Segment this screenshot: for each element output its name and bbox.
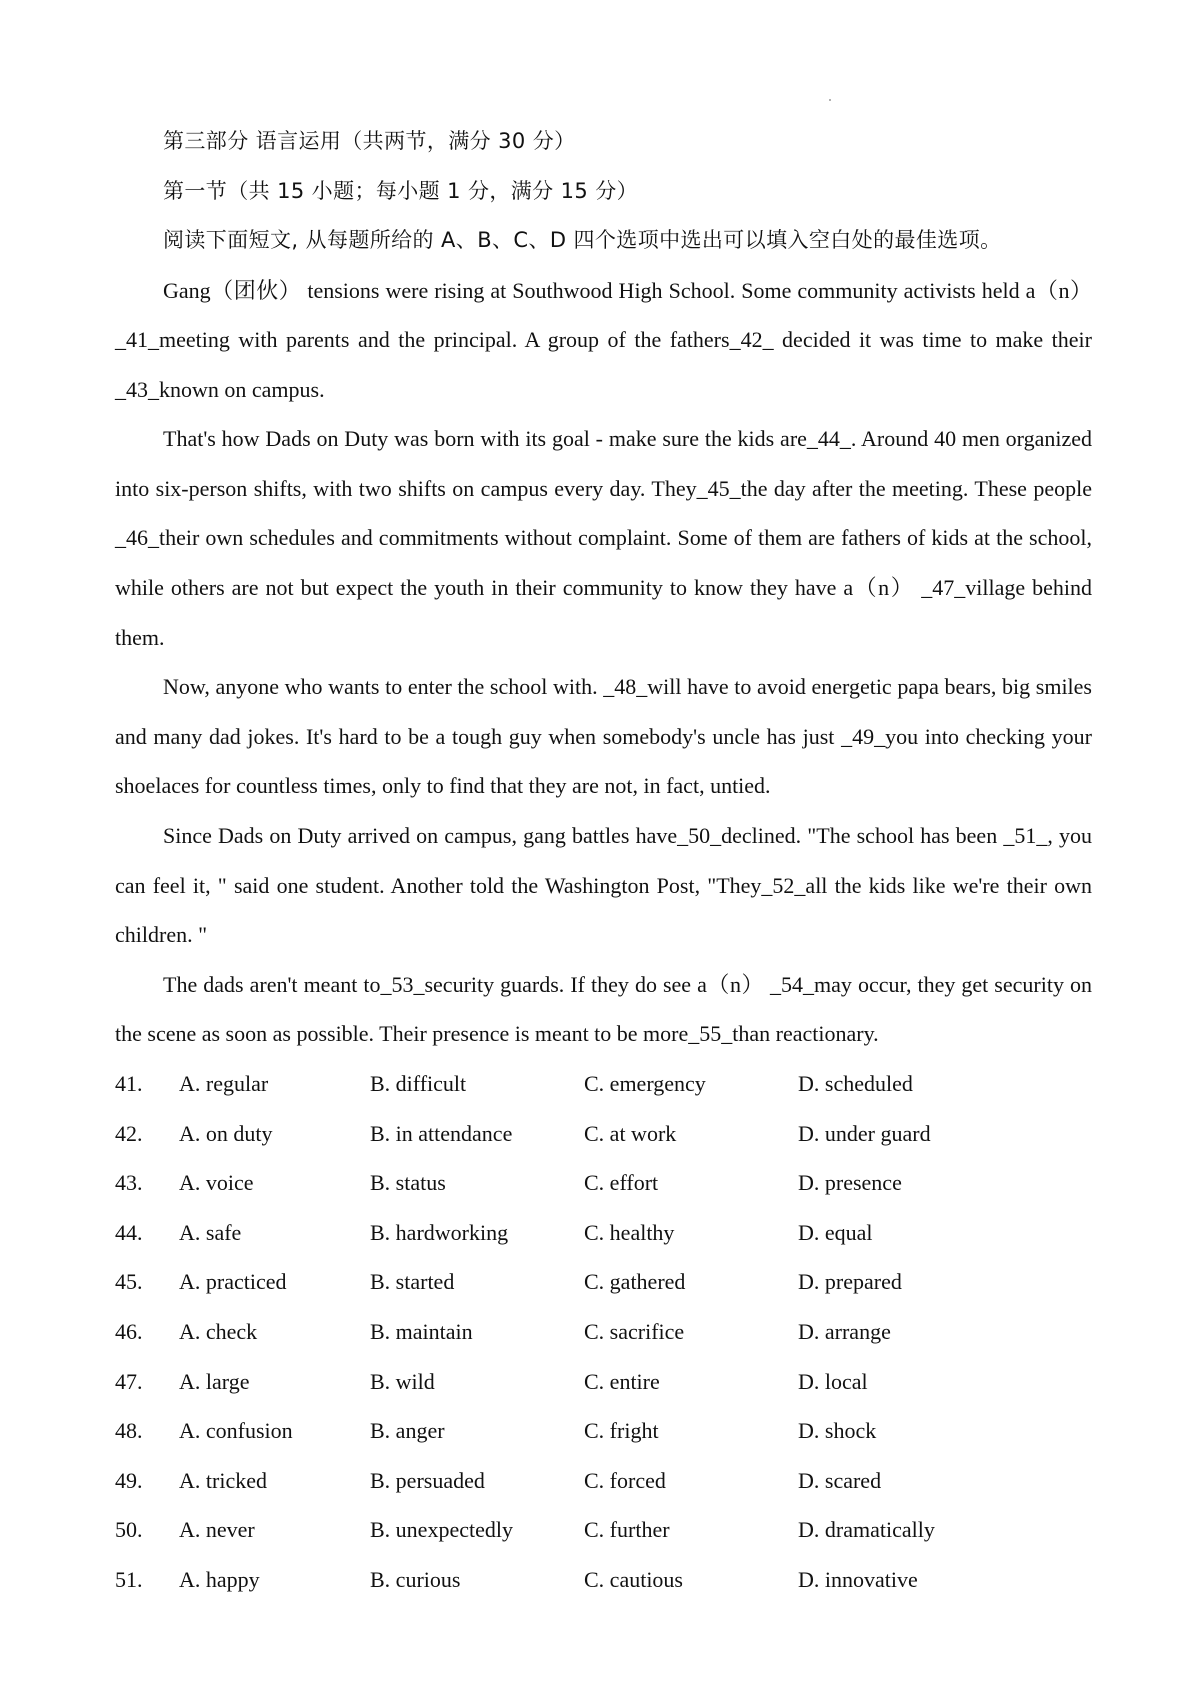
option-a: A. happy xyxy=(179,1566,260,1592)
question-row xyxy=(115,1059,1092,1109)
question-number: 43. xyxy=(115,1170,143,1196)
option-d: D. equal xyxy=(798,1219,873,1245)
question-number: 49. xyxy=(115,1467,143,1493)
option-c: C. cautious xyxy=(584,1566,683,1592)
option-d: D. dramatically xyxy=(798,1517,935,1543)
option-d: D. prepared xyxy=(798,1269,902,1295)
question-row xyxy=(115,1555,1092,1605)
option-b: B. in attendance xyxy=(370,1120,513,1146)
option-a: A. check xyxy=(179,1318,258,1344)
option-c: C. emergency xyxy=(584,1071,706,1096)
option-c: C. sacrifice xyxy=(584,1318,685,1344)
option-a: A. never xyxy=(179,1517,255,1543)
question-number: 42. xyxy=(115,1120,143,1146)
instructions: 阅读下面短文, 从每题所给的 A、B、C、D 四个选项中选出可以填入空白处的最佳选项。 xyxy=(163,228,1002,252)
option-a: A. tricked xyxy=(179,1467,267,1493)
passage-paragraph: Gang（团伙） tensions were rising at Southwood High School. Some community activists held a（n） _41_meeting with parents and the principal. A group of the fathers_42_ decided it was time to make their _43_known on campus. xyxy=(115,277,1092,402)
passage-paragraph: Now, anyone who wants to enter the school with. _48_will have to avoid energetic papa bears, big smiles and many dad jokes. It's hard to be a tough guy when somebody's uncle has just _49_you into checking your shoelaces for countless times, only to find that they are not, in fact, untied. xyxy=(115,674,1092,799)
question-row xyxy=(115,1456,1092,1506)
option-a: A. on duty xyxy=(179,1120,273,1146)
question-row xyxy=(115,1406,1092,1456)
passage-paragraph: The dads aren't meant to_53_security guards. If they do see a（n） _54_may occur, they get security on the scene as soon as possible. Their presence is meant to be more_55_than reactionary. xyxy=(115,971,1092,1047)
option-c: C. gathered xyxy=(584,1269,686,1295)
option-b: B. curious xyxy=(370,1566,461,1592)
part-title: 第三部分 语言运用（共两节，满分 30 分） xyxy=(163,129,576,153)
passage-paragraph: That's how Dads on Duty was born with its goal - make sure the kids are_44_. Around 40 men organized into six-person shifts, with two shifts on campus every day. They_45_the day after the meeting. These people _46_their own schedules and commitments without complaint. Some of them are fathers of kids at the school, while others are not but expect the youth in their community to know they have a（n） _47_village behind them. xyxy=(115,426,1092,650)
question-row xyxy=(115,1109,1092,1159)
question-number: 51. xyxy=(115,1566,143,1592)
option-a: A. safe xyxy=(179,1219,242,1245)
option-c: C. entire xyxy=(584,1368,660,1394)
option-d: D. innovative xyxy=(798,1566,918,1592)
option-b: B. anger xyxy=(370,1418,445,1444)
option-d: D. shock xyxy=(798,1418,877,1444)
question-row xyxy=(115,1158,1092,1208)
option-c: C. healthy xyxy=(584,1219,675,1245)
option-c: C. at work xyxy=(584,1120,677,1146)
option-b: B. unexpectedly xyxy=(370,1517,513,1543)
scan-speck xyxy=(829,99,831,101)
option-a: A. large xyxy=(179,1368,250,1394)
option-b: B. maintain xyxy=(370,1318,473,1344)
option-d: D. arrange xyxy=(798,1318,891,1344)
option-d: D. local xyxy=(798,1368,868,1394)
option-d: D. scheduled xyxy=(798,1071,913,1096)
question-number: 45. xyxy=(115,1269,143,1295)
question-row xyxy=(115,1357,1092,1407)
passage-paragraph: Since Dads on Duty arrived on campus, gang battles have_50_declined. "The school has been _51_, you can feel it, " said one student. Another told the Washington Post, "They_52_all the kids like we're their own children. " xyxy=(115,823,1092,948)
option-c: C. fright xyxy=(584,1418,659,1444)
question-number: 48. xyxy=(115,1418,143,1444)
question-number: 41. xyxy=(115,1071,143,1096)
question-number: 46. xyxy=(115,1318,143,1344)
option-c: C. forced xyxy=(584,1467,666,1493)
option-a: A. voice xyxy=(179,1170,254,1196)
question-row xyxy=(115,1208,1092,1258)
option-d: D. presence xyxy=(798,1170,902,1196)
option-d: D. scared xyxy=(798,1467,882,1493)
option-b: B. status xyxy=(370,1170,446,1196)
option-b: B. difficult xyxy=(370,1071,467,1096)
option-b: B. started xyxy=(370,1269,455,1295)
option-d: D. under guard xyxy=(798,1120,931,1146)
question-options-list xyxy=(115,1059,1092,1605)
question-row xyxy=(115,1505,1092,1555)
exam-page xyxy=(115,117,1092,1605)
option-a: A. confusion xyxy=(179,1418,293,1444)
question-number: 50. xyxy=(115,1517,143,1543)
option-b: B. wild xyxy=(370,1368,435,1394)
reading-passage xyxy=(115,266,1092,1060)
question-row xyxy=(115,1307,1092,1357)
question-row xyxy=(115,1257,1092,1307)
option-c: C. further xyxy=(584,1517,670,1543)
question-number: 44. xyxy=(115,1219,143,1245)
option-b: B. hardworking xyxy=(370,1219,509,1245)
option-a: A. practiced xyxy=(179,1269,287,1295)
section-title: 第一节（共 15 小题；每小题 1 分，满分 15 分） xyxy=(163,178,639,203)
option-b: B. persuaded xyxy=(370,1467,485,1493)
option-a: A. regular xyxy=(179,1071,269,1096)
option-c: C. effort xyxy=(584,1170,659,1196)
question-number: 47. xyxy=(115,1368,143,1394)
